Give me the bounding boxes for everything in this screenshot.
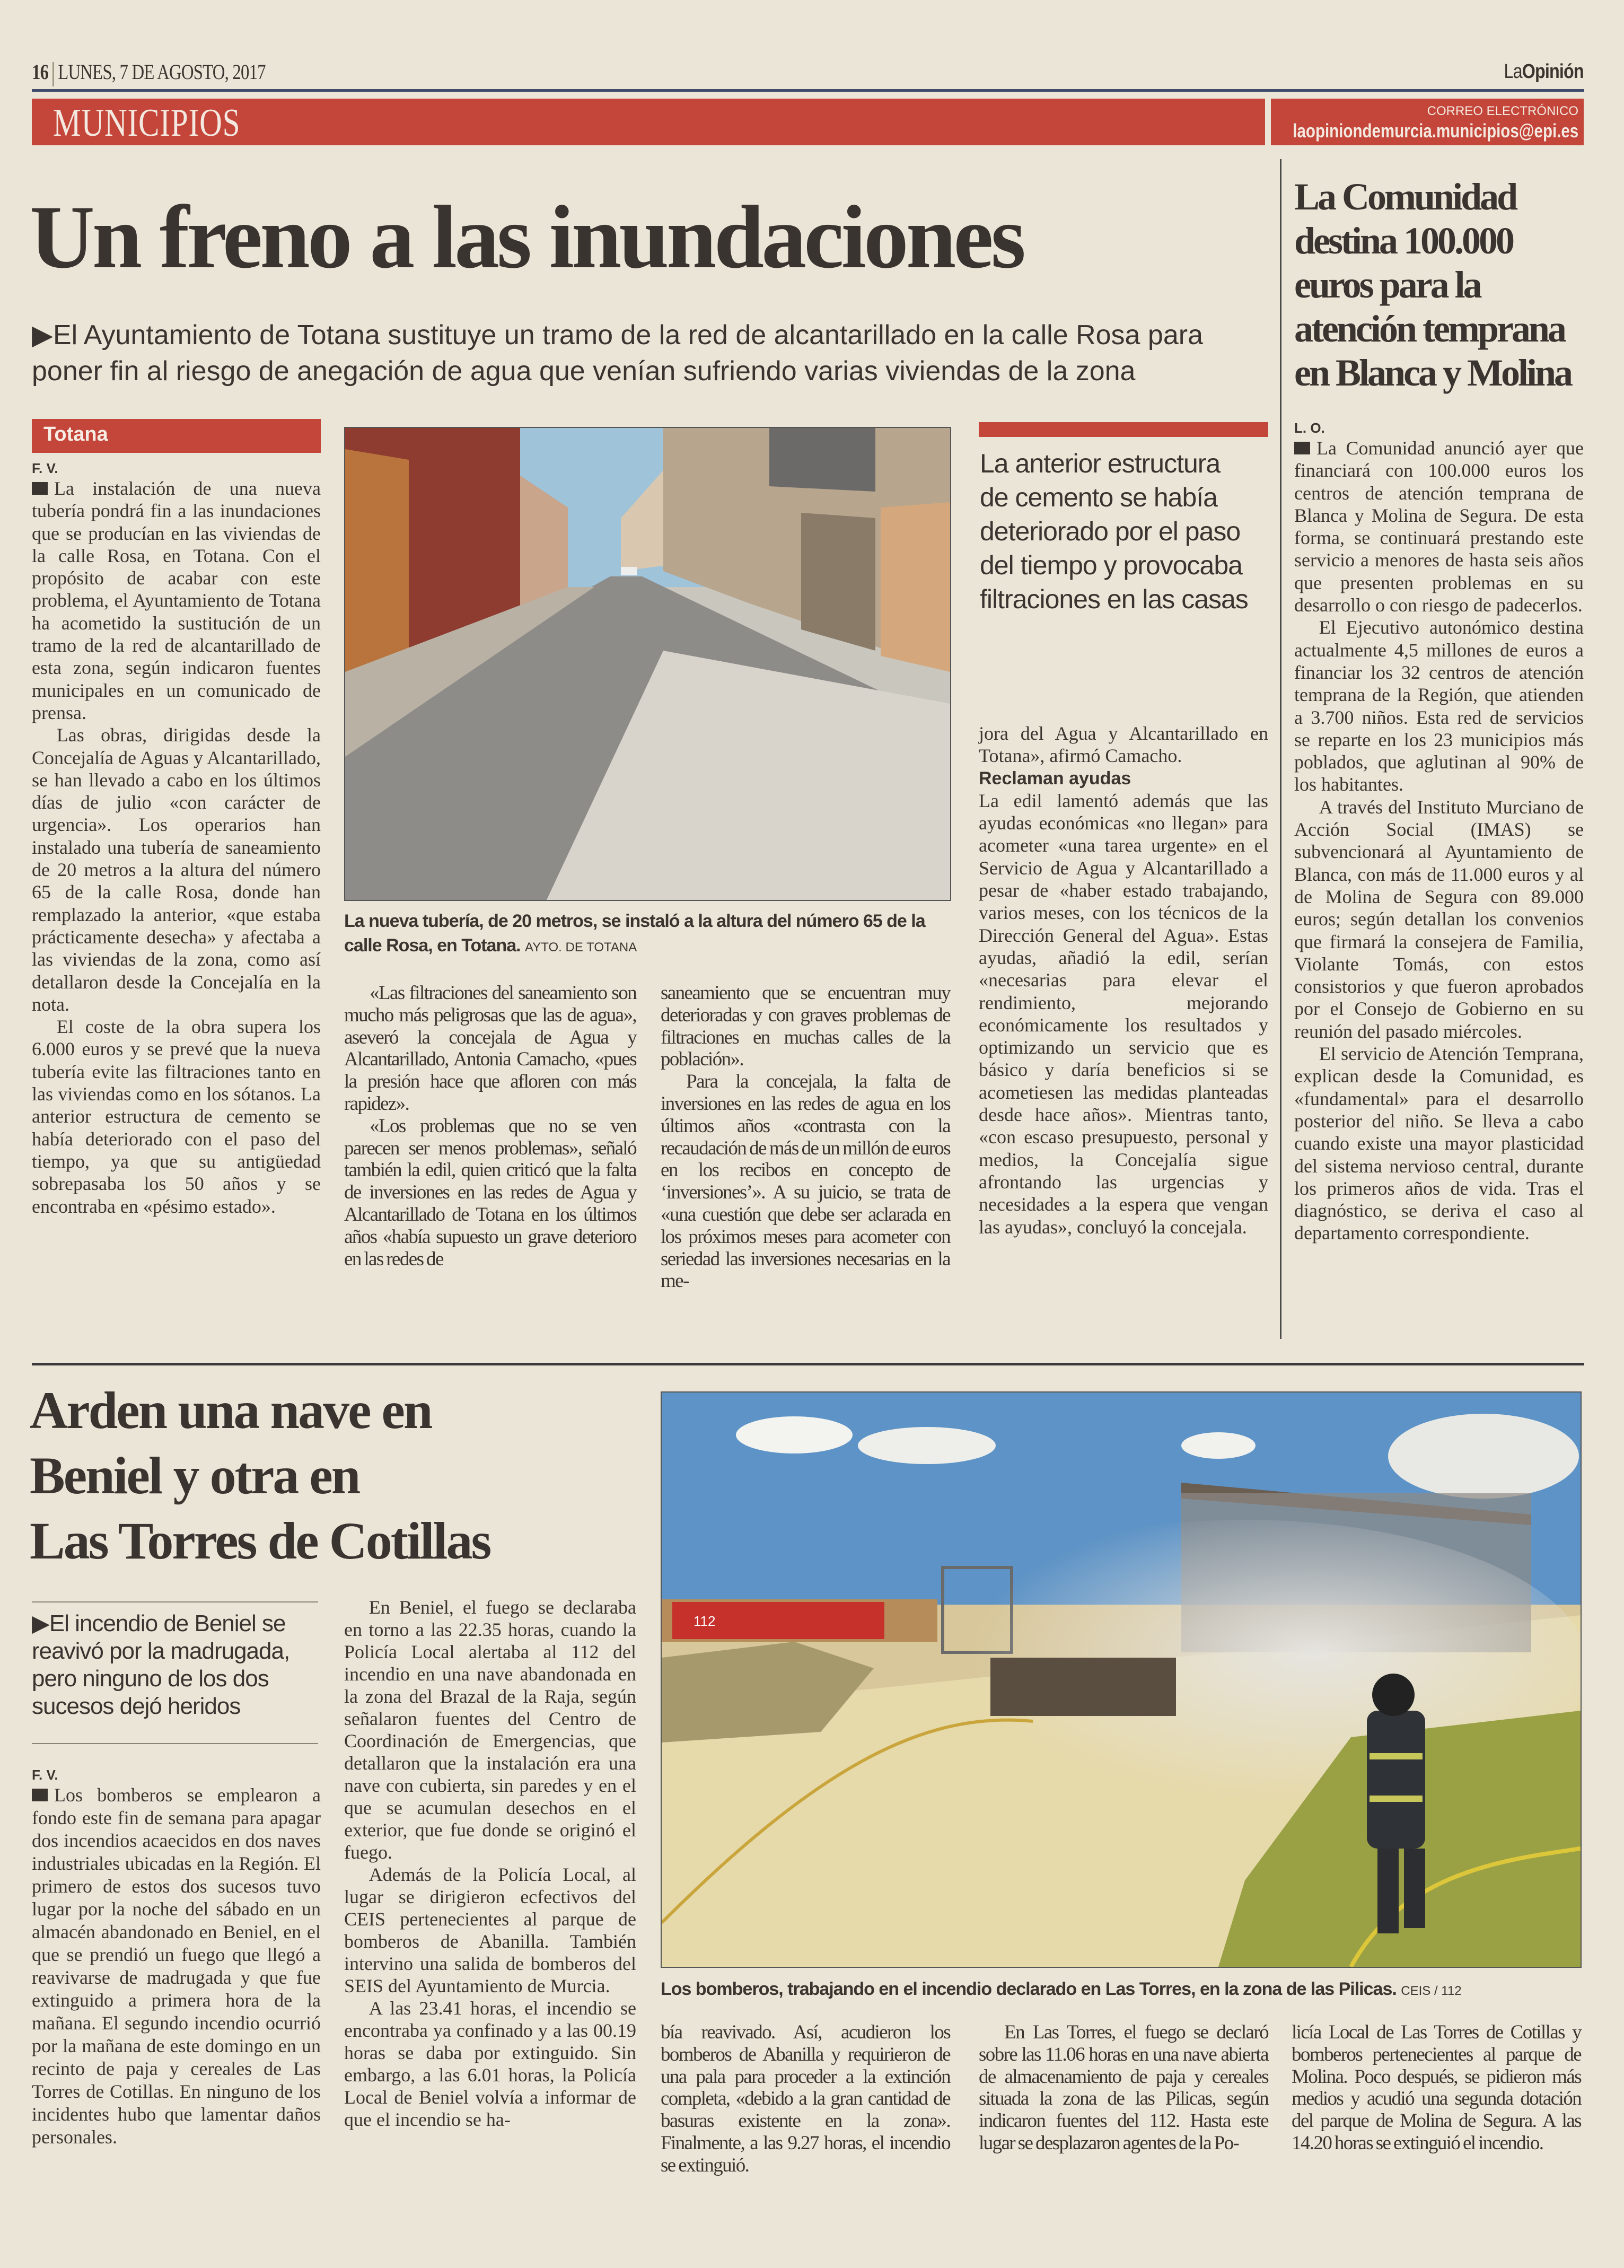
paragraph: A las 23.41 horas, el incendio se encontraba ya confinado y a las 00.19 horas se daba por extinguido. Sin embargo, a las 6.01 horas, la Policía Local de Beniel volvía a informar de que el incendio se ha-: [344, 1998, 636, 2130]
email-address[interactable]: laopiniondemurcia.municipios@epi.es: [1293, 120, 1578, 142]
fire-deck: [32, 1610, 329, 1720]
paragraph: Además de la Policía Local, al lugar se dirigieron ecfectivos del CEIS pertenecientes al parque de bomberos de Abanilla. También intervino una salida de bomberos del SEIS del Ayuntamiento de Murcia.: [344, 1864, 636, 1996]
byline: L. O.: [1294, 420, 1325, 436]
paragraph: La edil lamentó además que las ayudas económicas «no llegan» para acometer «una tarea urgente» en el Servicio de Agua y Alcantarillado a pesar de «haber estado trabajando, varios meses, con los técnicos de la Dirección General del Agua». Estas ayudas, añadió la edil, serían «necesarias para elevar el rendimiento, mejorando económicamente los resultados y optimizando un servicio que es básico y daría beneficios si se acometiesen las medidas planteadas desde hace años». Mientras tanto, «con escaso presupuesto, personal y medios, la Concejalía sigue afrontando las urgencias y necesidades a la espera que vengan las ayudas», concluyó la concejala.: [979, 790, 1268, 1238]
email-label: CORREO ELECTRÓNICO: [1427, 104, 1578, 118]
column-divider: [1280, 159, 1281, 1339]
deck-line: poner fin al riesgo de anegación de agua que venían sufriendo varias viviendas de la zona: [32, 356, 1136, 387]
paragraph: licía Local de Las Torres de Cotillas y bomberos pertenecientes al parque de Molina. Poco después, se pidieron más medios y acudió una segunda dotación del parque de Molina de Segura. A las 14.20 horas se extinguió el incendio.: [1292, 2021, 1581, 2154]
paragraph: Para la concejala, la falta de inversiones en las redes de agua en los últimos años «contrasta con la recaudación de más de un millón de euros en los recibos en concepto de ‘inversiones’». A su juicio, se trata de «una cuestión que debe ser aclarada en los próximos meses para acometer con seriedad las inversiones necesarias en la me-: [661, 1071, 950, 1292]
fire-photo-caption: [661, 1977, 1594, 2003]
deck-line: ▶El Ayuntamiento de Totana sustituye un tramo de la red de alcantarillado en la calle Rosa para: [32, 320, 1203, 351]
fire-photo: [661, 1391, 1582, 1968]
deck-rule: [32, 1601, 318, 1603]
lead-square-icon: [1294, 442, 1310, 454]
main-column-3: [661, 982, 950, 1292]
paragraph: jora del Agua y Alcantarillado en Totana», afirmó Camacho.: [979, 723, 1268, 767]
street-photo-image: [345, 428, 950, 900]
paragraph: La instalación de una nueva tubería pondrá fin a las inundaciones que se producían en las viviendas de la calle Rosa, en Totana. Con el propósito de acabar con este problema, el Ayuntamiento de Totana ha acometido la sustitución de un tramo de la red de alcantarillado de esta zona, según indicaron fuentes municipales en un comunicado de prensa.: [32, 478, 321, 723]
headline-line: Las Torres de Cotillas: [30, 1511, 490, 1570]
issue-date: LUNES, 7 DE AGOSTO, 2017: [58, 60, 266, 84]
paragraph: Las obras, dirigidas desde la Concejalía de Aguas y Alcantarillado, se han llevado a cabo en los últimos días de julio «con carácter de urgencia». Los operarios han instalado una tubería de saneamiento de 20 metros a la altura del número 65 de la calle Rosa, donde han remplazado la anterior, «que estaba prácticamente desecha» y afectaba a las viviendas de la zona, como así detallaron desde la Concejalía en la nota.: [32, 724, 321, 1015]
pull-quote-line: La anterior estructura: [980, 449, 1221, 478]
headline-line: en Blanca y Molina: [1294, 352, 1572, 394]
fire-column-1: [32, 1766, 321, 2149]
headline-line: La Comunidad: [1294, 176, 1516, 218]
caption-text: Los bomberos, trabajando en el incendio declarado en Las Torres, en la zona de las Pilicas.: [661, 1979, 1397, 1999]
pull-quote-line: de cemento se había: [980, 483, 1217, 512]
header-rule: [32, 89, 1584, 92]
location-label: [32, 419, 321, 453]
paragraph: El servicio de Atención Temprana, explican desde la Comunidad, es «fundamental» para el desarrollo posterior del niño. Se lleva a cabo cuando existe una mayor plasticidad del sistema nervioso central, durante los primeros años de vida. Tras el diagnóstico, se deriva el caso al departamento correspondiente.: [1294, 1043, 1584, 1244]
lead-square-icon: [32, 1789, 48, 1801]
page-number: 16: [32, 60, 49, 84]
headline-line: destina 100.000: [1294, 220, 1513, 262]
page-folio: [32, 59, 266, 86]
deck-rule: [32, 1743, 318, 1744]
paragraph: En Las Torres, el fuego se declaró sobre las 11.06 horas en una nave abierta de almacenamiento de paja y cereales situada la zona de las Pilicas, según indicaron fuentes del 112. Hasta este lugar se desplazaron agentes de la Po-: [979, 2021, 1268, 2154]
logo-name: Opinión: [1522, 60, 1584, 83]
fire-photo-image: [662, 1393, 1581, 1967]
deck-line: sucesos dejó heridos: [32, 1693, 241, 1719]
caption-text: La nueva tubería, de 20 metros, se instaló a la altura del número 65 de la calle Rosa, en Totana.: [344, 911, 925, 956]
sidebar-column: [1294, 419, 1584, 1245]
deck-line: reavivó por la madrugada,: [32, 1638, 290, 1664]
headline-line: Beniel y otra en: [30, 1446, 359, 1505]
headline-line: atención temprana: [1294, 308, 1565, 350]
fire-column-3: [661, 2021, 950, 2177]
logo-prefix: La: [1504, 60, 1522, 83]
photo-credit: AYTO. DE TOTANA: [525, 940, 637, 955]
folio-divider: [52, 62, 54, 86]
headline-line: Arden una nave en: [30, 1381, 432, 1440]
truck-label: 112: [694, 1613, 716, 1629]
main-column-2: [344, 982, 636, 1270]
paragraph: A través del Instituto Murciano de Acción Social (IMAS) se subvencionará al Ayuntamiento de Blanca, con más de 11.000 euros y al de Molina de Segura con 89.000 euros; según detallan los convenios que firmará la consejera de Familia, Violante Tomás, con estos consistorios y que fueron aprobados por el Consejo de Gobierno en su reunión del pasado miércoles.: [1294, 796, 1584, 1042]
paragraph: Los bomberos se emplearon a fondo este fin de semana para apagar dos incendios acaecidos en dos naves industriales ubicadas en la Región. El primero de estos dos sucesos tuvo lugar por la noche del sábado en un almacén abandonado en Beniel, en el que se prendió un fuego que llegó a reavivarse de madrugada y que fue extinguido a primera hora de la mañana. El segundo incendio ocurrió por la mañana de este domingo en un recinto de paja y cereales de Las Torres de Cotillas. En ninguno de los incidentes hubo que lamentar daños personales.: [32, 1784, 321, 2148]
byline: F. V.: [32, 460, 58, 476]
fire-column-5: [1292, 2021, 1581, 2155]
main-column-4: [979, 722, 1268, 1238]
article-separator: [32, 1363, 1584, 1365]
sidebar-headline: [1294, 175, 1591, 395]
lead-square-icon: [32, 482, 48, 495]
main-deck: [32, 317, 1251, 389]
fire-column-4: [979, 2021, 1268, 2155]
paragraph: «Las filtraciones del saneamiento son mucho más peligrosas que las de agua», aseveró la concejala de Agua y Alcantarillado, Antonia Camacho, «pues la presión hace que afloren con más rapidez».: [344, 982, 636, 1115]
newspaper-logo: [1504, 60, 1584, 83]
paragraph: bía reavivado. Así, acudieron los bomberos de Abanilla y requirieron de una pala para proceder a la extinción completa, «debido a la gran cantidad de basuras existente en la zona». Finalmente, a las 9.27 horas, el incendio se extinguió.: [661, 2021, 950, 2176]
paragraph: En Beniel, el fuego se declaraba en torno a las 22.35 horas, cuando la Policía Local alertaba al 112 del incendio en una nave abandonada en la zona del Brazal de la Raja, según señalaron fuentes del Centro de Coordinación de Emergencias, que detallaron que la instalación era una nave con cubierta, sin paredes y en el que se acumulan desechos en el exterior, que fue donde se originó el fuego.: [344, 1597, 636, 1863]
photo-caption: [344, 909, 959, 960]
paragraph: saneamiento que se encuentran muy deterioradas y con graves problemas de filtraciones en muchas calles de la población».: [661, 982, 950, 1071]
paragraph: El Ejecutivo autonómico destina actualmente 4,5 millones de euros a financiar los 32 centros de atención temprana de la Región, que atienden a 3.700 niños. Esta red de servicios se reparte en los 23 municipios más poblados, que aglutinan al 90% de los habitantes.: [1294, 617, 1584, 795]
paragraph: La Comunidad anunció ayer que financiará con 100.000 euros los centros de atención temprana de Blanca y Molina de Segura. De esta forma, se continuará prestando este servicio a menores de hasta seis años que presenten problemas en su desarrollo o con riesgo de padecerlos.: [1294, 437, 1584, 616]
fire-column-2: [344, 1596, 636, 2131]
paragraph: «Los problemas que no se ven parecen ser menos problemas», señaló también la edil, quien criticó que la falta de inversiones en las redes de Agua y Alcantarillado de Totana en los últimos años «había supuesto un grave deterioro en las redes de: [344, 1115, 636, 1270]
fire-headline: [30, 1378, 490, 1573]
byline: F. V.: [32, 1767, 58, 1783]
pull-quote-line: del tiempo y provocaba: [980, 550, 1242, 580]
photo-credit: CEIS / 112: [1401, 1984, 1462, 1998]
pull-quote-line: filtraciones en las casas: [980, 584, 1248, 614]
main-headline: Un freno a las inundaciones: [30, 187, 1023, 287]
street-photo: [344, 427, 951, 901]
deck-line: pero ninguno de los dos: [32, 1666, 269, 1692]
headline-line: euros para la: [1294, 264, 1480, 306]
section-title: MUNICIPIOS: [53, 101, 241, 145]
pull-quote-bar: [979, 422, 1268, 437]
subheading: Reclaman ayudas: [979, 768, 1131, 789]
paragraph: El coste de la obra supera los 6.000 euros y se prevé que la nueva tubería evite las filtraciones tanto en las viviendas como en los sótanos. La anterior estructura de cemento se había deteriorado con el paso del tiempo, ya que su antigüedad sobrepasaba los 50 años y se encontraba en «pésimo estado».: [32, 1016, 321, 1217]
deck-line: ▶El incendio de Beniel se: [32, 1610, 286, 1636]
pull-quote: [980, 446, 1277, 616]
pull-quote-line: deteriorado por el paso: [980, 516, 1241, 546]
location-label-text: Totana: [43, 423, 108, 445]
main-column-1: [32, 459, 321, 1218]
